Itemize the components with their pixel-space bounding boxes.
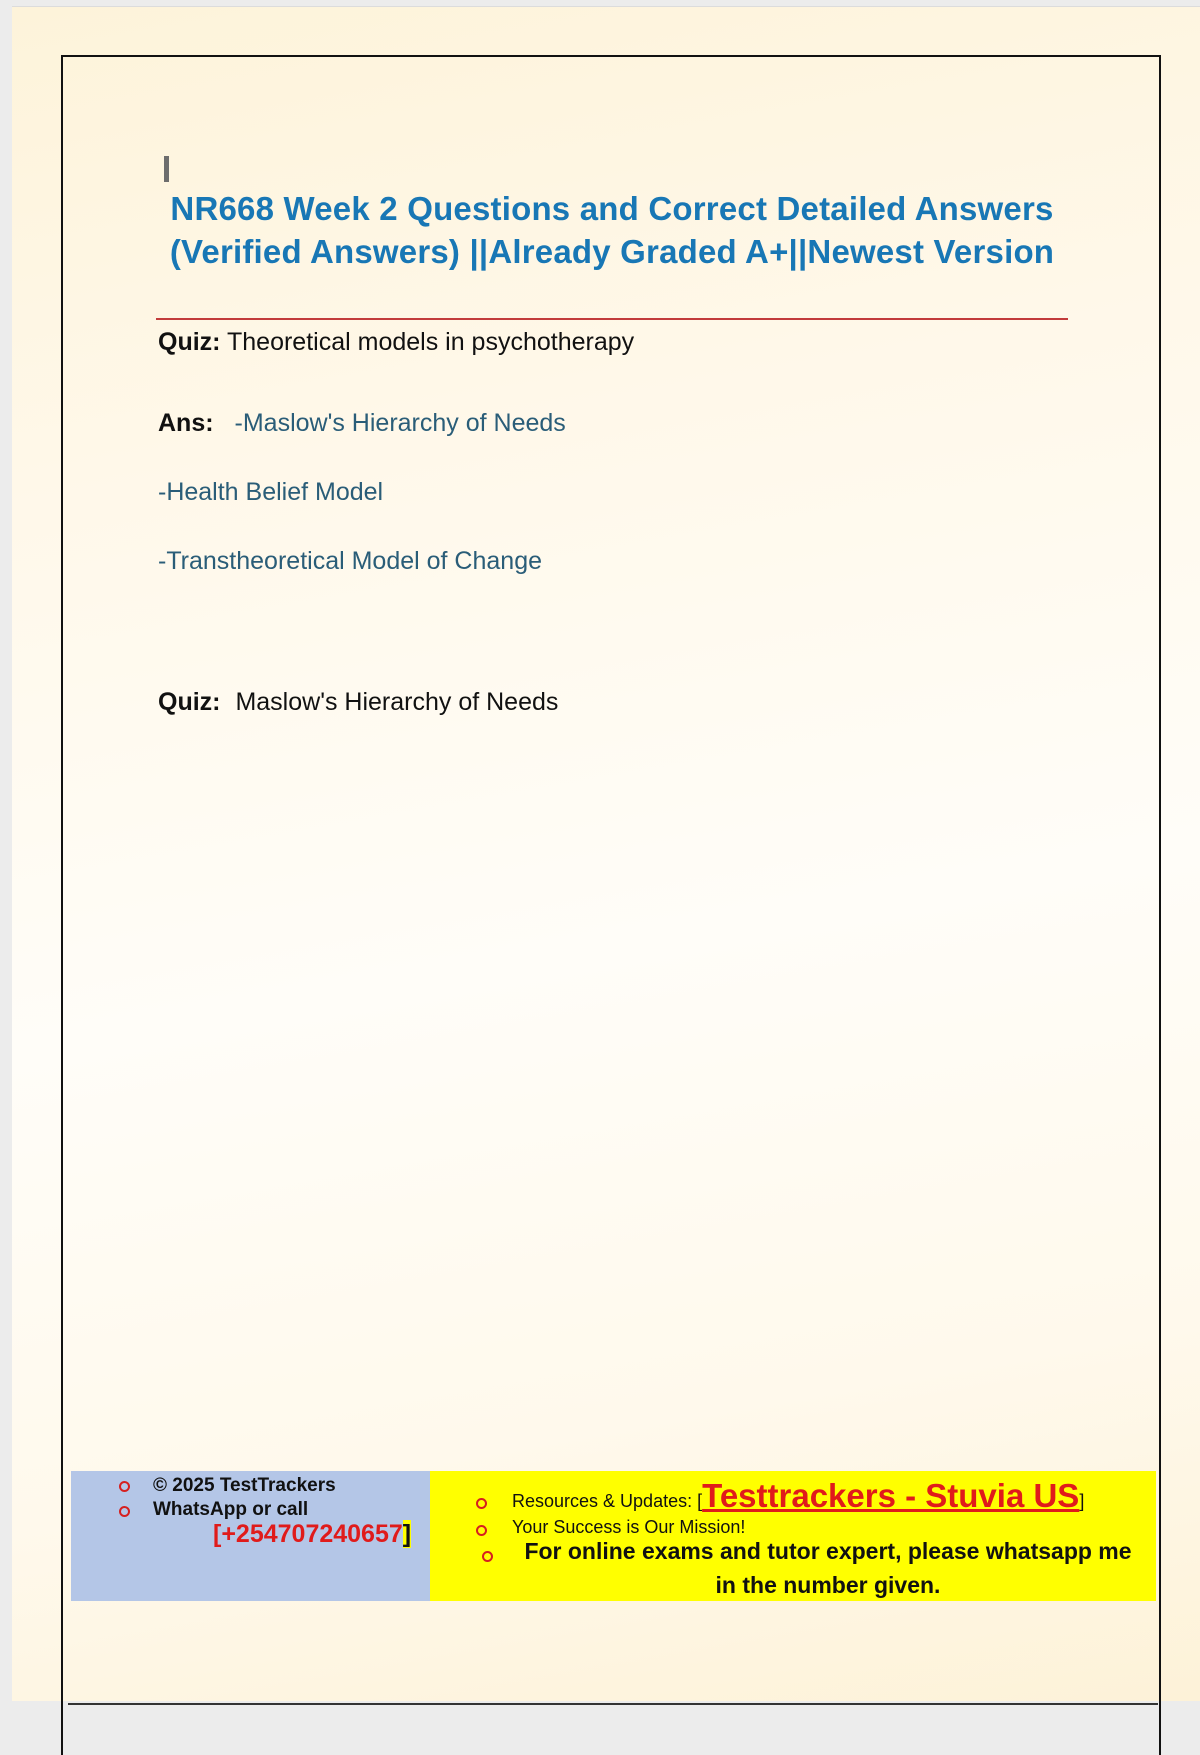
ans-label: Ans: (158, 409, 214, 437)
quiz-label: Quiz: (158, 328, 221, 356)
title-underline (156, 318, 1068, 320)
phone-value: +254707240657 (221, 1520, 403, 1548)
resources-line (512, 1477, 1084, 1515)
footer-resources-box (430, 1471, 1156, 1601)
contact-label: WhatsApp or call (153, 1499, 309, 1520)
stuvia-link[interactable]: Testtrackers - Stuvia US (702, 1477, 1080, 1514)
resources-label: Resources & Updates: (512, 1491, 698, 1511)
phone-number (213, 1520, 411, 1549)
quiz-line-1 (158, 328, 634, 357)
copyright-text: © 2025 TestTrackers (153, 1475, 336, 1496)
cta-text: For online exams and tutor expert, please whatsapp me in the number given. (524, 1538, 1132, 1598)
bracket-open: [ (213, 1520, 222, 1548)
answer-line-1 (158, 409, 566, 438)
bracket-close: ] (1079, 1491, 1085, 1511)
bullet-icon (476, 1498, 487, 1509)
document-title: NR668 Week 2 Questions and Correct Detailed Answers (Verified Answers) ||Already Graded A+||Newest Version (169, 190, 1055, 270)
bracket-close: ] (402, 1520, 412, 1548)
quiz-line-2 (158, 688, 558, 717)
text-cursor-mark (164, 156, 169, 182)
tagline-text: Your Success is Our Mission! (512, 1517, 746, 1537)
quiz-text: Maslow's Hierarchy of Needs (235, 688, 559, 716)
bracket-open: [ (697, 1491, 703, 1511)
answer-item: -Maslow's Hierarchy of Needs (234, 409, 566, 437)
quiz-text: Theoretical models in psychotherapy (227, 328, 635, 356)
answer-item: -Health Belief Model (158, 478, 384, 506)
answer-item: -Transtheoretical Model of Change (158, 547, 542, 575)
footer-contact-box (71, 1471, 430, 1601)
document-page (12, 6, 1200, 1701)
bullet-icon (482, 1551, 493, 1562)
bullet-icon (476, 1525, 487, 1536)
bottom-rule (68, 1703, 1158, 1705)
bullet-icon (119, 1481, 130, 1492)
quiz-label: Quiz: (158, 688, 221, 716)
bullet-icon (119, 1506, 130, 1517)
